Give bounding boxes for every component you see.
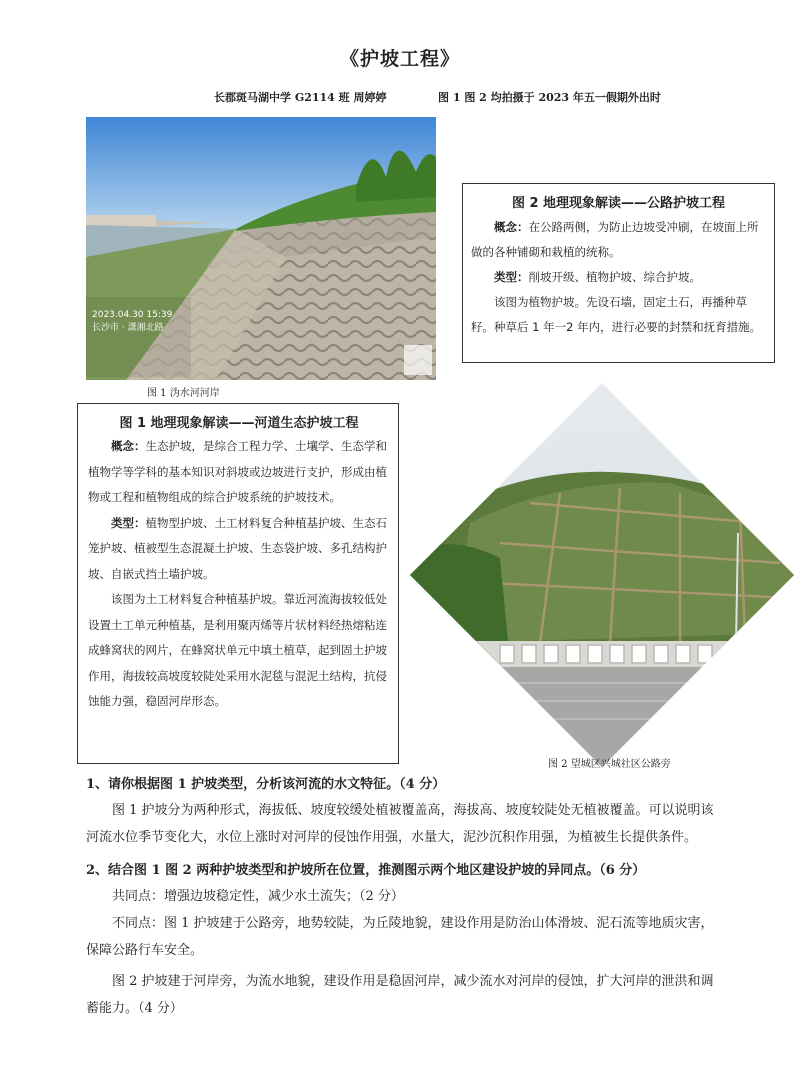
box2-desc: 该图为植物护坡。先设石墙，固定土石，再播种草籽。种草后 1 年一2 年内，进行必要的封禁和抚育措施。 bbox=[471, 295, 762, 334]
answer-1: 图 1 护坡分为两种形式，海拔低、坡度较缓处植被覆盖高，海拔高、坡度较陡处无植被覆盖。可以说明该河流水位季节变化大，水位上涨时对河岸的侵蚀作用强，水量大，泥沙沉积作用强，为植被生长提供条件。 bbox=[86, 803, 714, 845]
box1-desc: 该图为土工材料复合种植基护坡。靠近河流海拔较低处设置土工单元种植基，是利用聚丙烯等片状材料经热熔粘连成蜂窝状的网片，在蜂窝状单元中填土植草，起到固土护坡作用，海拔较高坡度较陡处采用水泥毯与混泥土结构，抗侵蚀能力强，稳固河岸形态。 bbox=[88, 592, 387, 708]
answer-2-same: 共同点：增强边坡稳定性，减少水土流失；（2 分） bbox=[112, 889, 404, 904]
road-slope-explanation-box bbox=[462, 183, 775, 363]
page-title: 《护坡工程》 bbox=[339, 48, 460, 70]
question-1: 1、请你根据图 1 护坡类型，分析该河流的水文特征。（4 分） bbox=[86, 777, 446, 792]
box1-type: 类型：植物型护坡、土工材料复合种植基护坡、生态石笼护坡、植被型生态混凝土护坡、生态袋护坡、多孔结构护坡、自嵌式挡土墙护坡。 bbox=[88, 515, 387, 581]
box1-title: 图 1 地理现象解读——河道生态护坡工程 bbox=[119, 416, 359, 431]
figure2-caption: 图 2 望城区兴城社区公路旁 bbox=[548, 759, 671, 770]
photo-watermark-time: 2023.04.30 15:39 bbox=[92, 310, 173, 320]
answer-2-diff1: 不同点：图 1 护坡建于公路旁，地势较陡，为丘陵地貌，建设作用是防治山体滑坡、泥石流等地质灾害，保障公路行车安全。 bbox=[86, 916, 714, 958]
photo-credit: 图 1 图 2 均拍摄于 2023 年五一假期外出时 bbox=[438, 91, 661, 104]
box2-concept: 概念：在公路两侧，为防止边坡受冲刷，在坡面上所做的各种铺砌和栽植的统称。 bbox=[471, 220, 759, 259]
answer-2-diff2: 图 2 护坡建于河岸旁，为流水地貌，建设作用是稳固河岸，减少流水对河岸的侵蚀，扩大河岸的泄洪和调蓄能力。（4 分） bbox=[86, 974, 714, 1016]
riverbank-photo bbox=[86, 117, 436, 380]
river-slope-explanation-box bbox=[77, 403, 399, 764]
box2-type: 类型：削坡开级、植物护坡、综合护坡。 bbox=[494, 270, 701, 284]
answer-2 bbox=[86, 883, 726, 1022]
box1-concept: 概念：生态护坡，是综合工程力学、土壤学、生态学和植物学等学科的基本知识对斜坡或边坡进行支护，形成由植物或工程和植物组成的综合护坡系统的护坡技术。 bbox=[88, 439, 387, 504]
box2-title: 图 2 地理现象解读——公路护坡工程 bbox=[511, 196, 726, 211]
road-slope-photo bbox=[410, 383, 794, 767]
question-2: 2、结合图 1 图 2 两种护坡类型和护坡所在位置，推测图示两个地区建设护坡的异同点。（6 分） bbox=[86, 863, 646, 878]
figure1-caption: 图 1 沩水河河岸 bbox=[147, 388, 220, 399]
photo-watermark-city: 长沙市 · 潇湘北路 bbox=[92, 323, 164, 333]
author-line: 长郡斑马湖中学 G2114 班 周婷婷 bbox=[214, 91, 387, 104]
